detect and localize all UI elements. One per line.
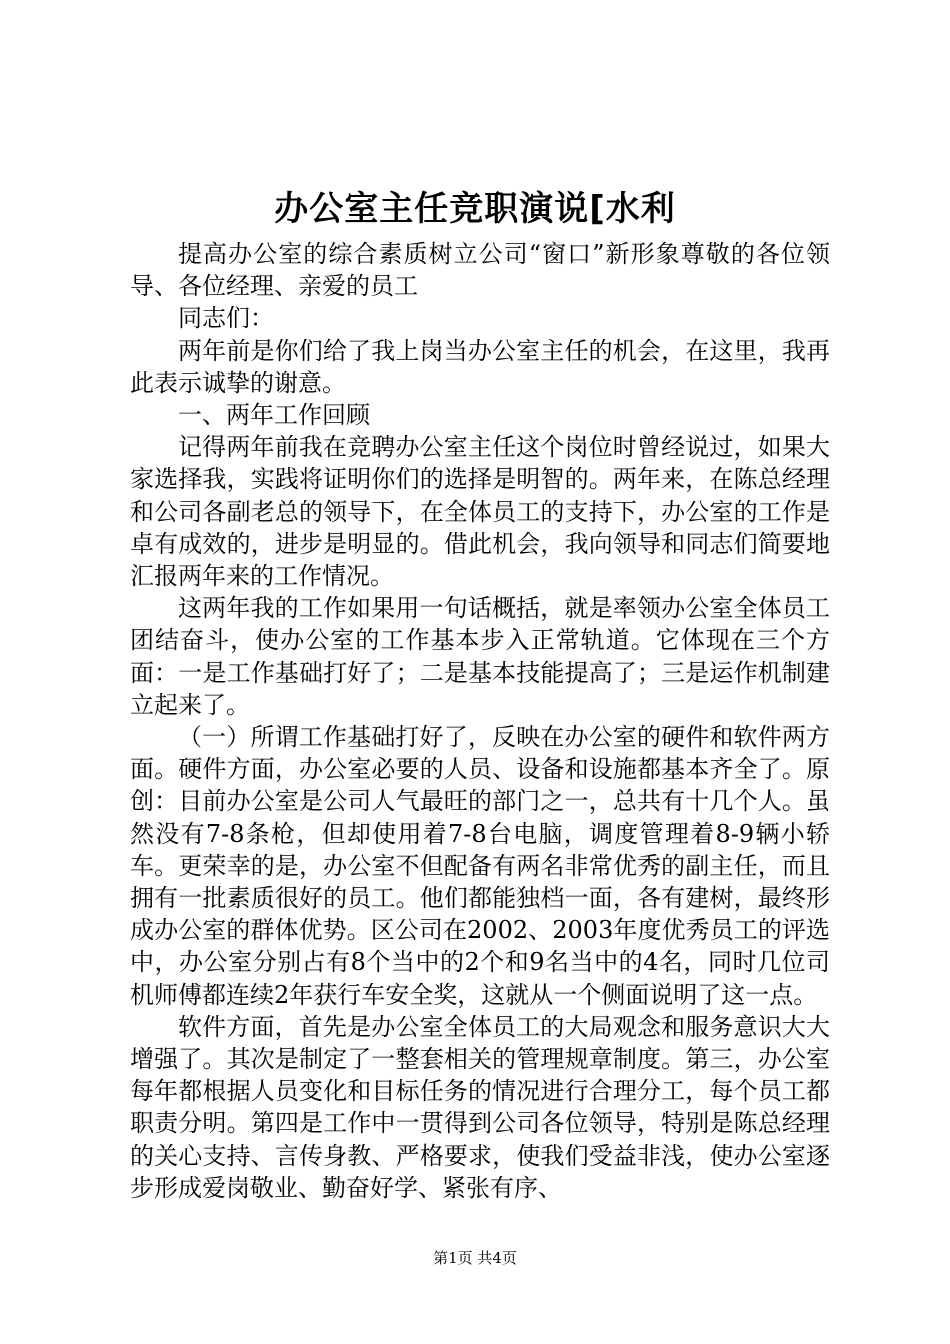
paragraph-foundation: （一）所谓工作基础打好了，反映在办公室的硬件和软件两方面。硬件方面，办公室必要的人员、设备和设施都基本齐全了。原创：目前办公室是公司人气最旺的部门之一，总共有十几个人。虽然没有7-8条枪，但却使用着7-8台电脑，调度管理着8-9辆小轿车。更荣幸的是，办公室不但配备有两名非常优秀的副主任，而且拥有一批素质很好的员工。他们都能独档一面，各有建树，最终形成办公室的群体优势。区公司在2002、2003年度优秀员工的评选中，办公室分别占有8个当中的2个和9名当中的4名，同时几位司机师傅都连续2年获行车安全奖，这就从一个侧面说明了这一点。 xyxy=(130,723,830,1009)
document-body xyxy=(130,238,830,1204)
paragraph-salutation: 同志们： xyxy=(178,304,274,333)
section-heading-review: 一、两年工作回顾 xyxy=(178,401,370,430)
paragraph-summary: 这两年我的工作如果用一句话概括，就是率领办公室全体员工团结奋斗，使办公室的工作基本步入正常轨道。它体现在三个方面：一是工作基础打好了；二是基本技能提高了；三是运作机制建立起来了。 xyxy=(130,594,830,719)
paragraph-recall: 记得两年前我在竞聘办公室主任这个岗位时曾经说过，如果大家选择我，实践将证明你们的选择是明智的。两年来，在陈总经理和公司各副老总的领导下，在全体员工的支持下，办公室的工作是卓有成效的，进步是明显的。借此机会，我向领导和同志们简要地汇报两年来的工作情况。 xyxy=(130,433,830,591)
document-title: 办公室主任竞职演说[水利 xyxy=(274,189,676,229)
paragraph-intro: 提高办公室的综合素质树立公司“窗口”新形象尊敬的各位领导、各位经理、亲爱的员工 xyxy=(130,240,830,301)
paragraph-software: 软件方面，首先是办公室全体员工的大局观念和服务意识大大增强了。其次是制定了一整套相关的管理规章制度。第三，办公室每年都根据人员变化和目标任务的情况进行合理分工，每个员工都职责分明。第四是工作中一贯得到公司各位领导，特别是陈总经理的关心支持、言传身教、严格要求，使我们受益非浅，使办公室逐步形成爱岗敬业、勤奋好学、紧张有序、 xyxy=(130,1012,830,1202)
page-footer: 第1页 共4页 xyxy=(433,1249,517,1267)
paragraph-thanks: 两年前是你们给了我上岗当办公室主任的机会，在这里，我再此表示诚挚的谢意。 xyxy=(130,336,830,397)
